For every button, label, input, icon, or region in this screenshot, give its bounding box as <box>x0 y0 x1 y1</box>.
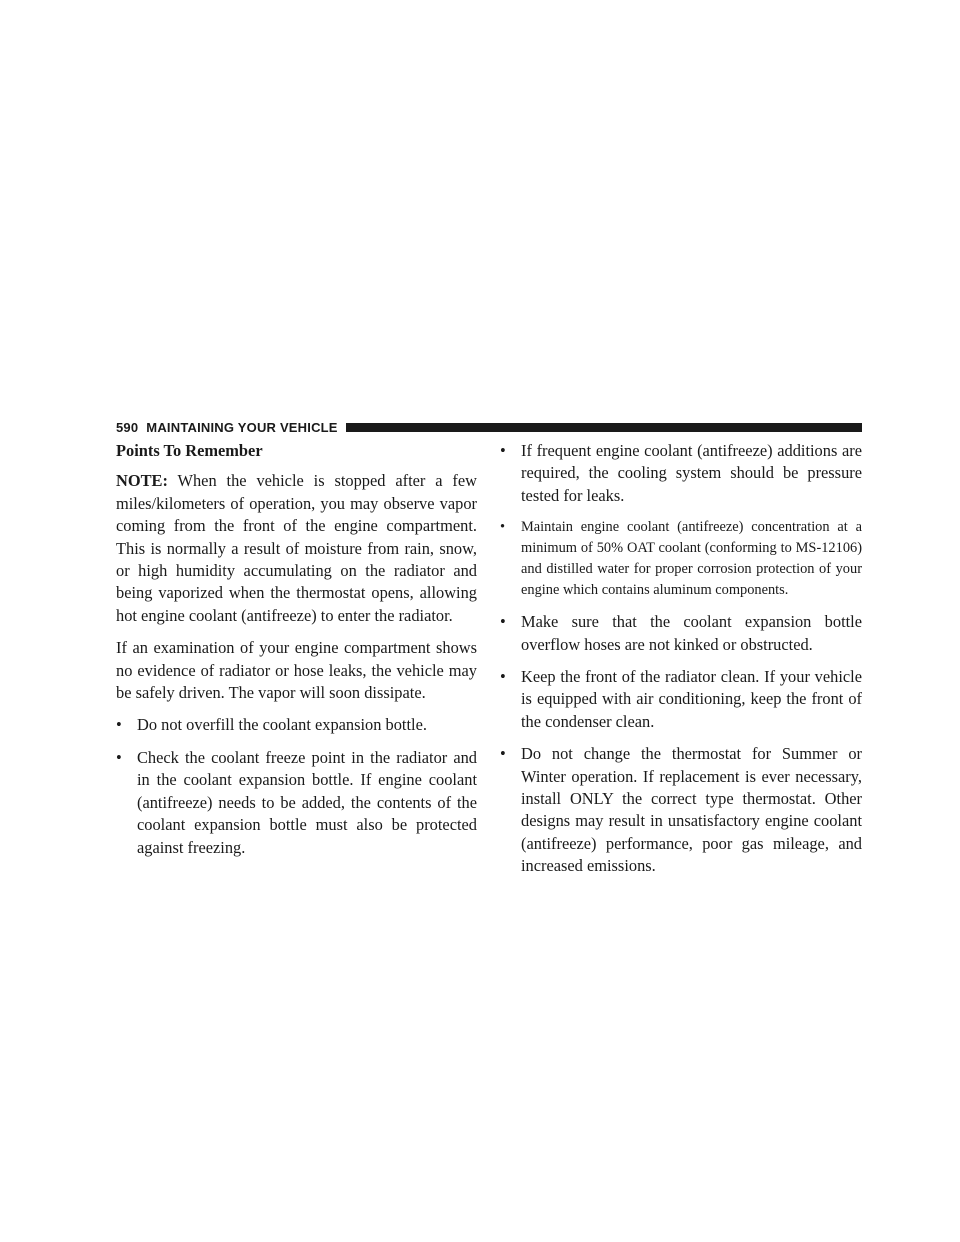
list-item <box>500 743 862 877</box>
list-item-text: Do not overfill the coolant expansion bottle. <box>137 715 427 735</box>
note-paragraph <box>116 470 477 627</box>
bullet-glyph: • <box>500 441 506 460</box>
page-header <box>116 418 862 436</box>
list-item-text: Check the coolant freeze point in the radiator and in the coolant expansion bottle. If engine coolant (antifreeze) needs to be added, the contents of the coolant expansion bottle must also be protected against freezing. <box>137 747 477 857</box>
list-item <box>500 517 862 601</box>
left-column <box>116 440 477 869</box>
list-item <box>500 666 862 733</box>
bullet-glyph: • <box>500 519 506 536</box>
header-rule <box>346 423 862 432</box>
list-item-text: If frequent engine coolant (antifreeze) additions are required, the cooling system should be pressure tested for leaks. <box>521 441 862 505</box>
left-bullet-list <box>116 714 477 858</box>
right-bullet-list <box>500 440 862 878</box>
note-text: When the vehicle is stopped after a few miles/kilometers of operation, you may observe vapor coming from the front of the engine compartment. This is normally a result of moisture from rain, snow, or high humidity accumulating on the radiator and being vaporized when the thermostat opens, allowing hot engine coolant (antifreeze) to enter the radiator. <box>116 471 477 625</box>
list-item-text: Make sure that the coolant expansion bottle overflow hoses are not kinked or obstructed. <box>521 612 862 654</box>
bullet-glyph: • <box>116 715 122 735</box>
bullet-glyph: • <box>500 744 506 764</box>
section-heading: Points To Remember <box>116 441 263 460</box>
right-column <box>500 440 862 888</box>
list-item-text: Keep the front of the radiator clean. If your vehicle is equipped with air conditioning, keep the front of the condenser clean. <box>521 667 862 731</box>
list-item <box>116 714 477 736</box>
paragraph-examination: If an examination of your engine compartment shows no evidence of radiator or hose leaks, the vehicle may be safely driven. The vapor will soon dissipate. <box>116 638 477 703</box>
note-label: NOTE: <box>116 471 168 491</box>
bullet-glyph: • <box>500 612 506 632</box>
list-item <box>500 440 862 507</box>
list-item <box>116 747 477 859</box>
list-item-text: Maintain engine coolant (antifreeze) concentration at a minimum of 50% OAT coolant (conforming to MS-12106) and distilled water for proper corrosion protection of your engine which contains aluminum components. <box>521 519 862 599</box>
list-item <box>500 611 862 656</box>
list-item-text: Do not change the thermostat for Summer or Winter operation. If replacement is ever necessary, install ONLY the correct type thermostat. Other designs may result in unsatisfactory engine coolant (antifreeze) performance, poor gas mileage, and increased emissions. <box>521 744 862 876</box>
bullet-glyph: • <box>116 747 122 767</box>
section-title: MAINTAINING YOUR VEHICLE <box>146 419 338 435</box>
bullet-glyph: • <box>500 667 506 687</box>
page-number: 590 <box>116 419 139 435</box>
